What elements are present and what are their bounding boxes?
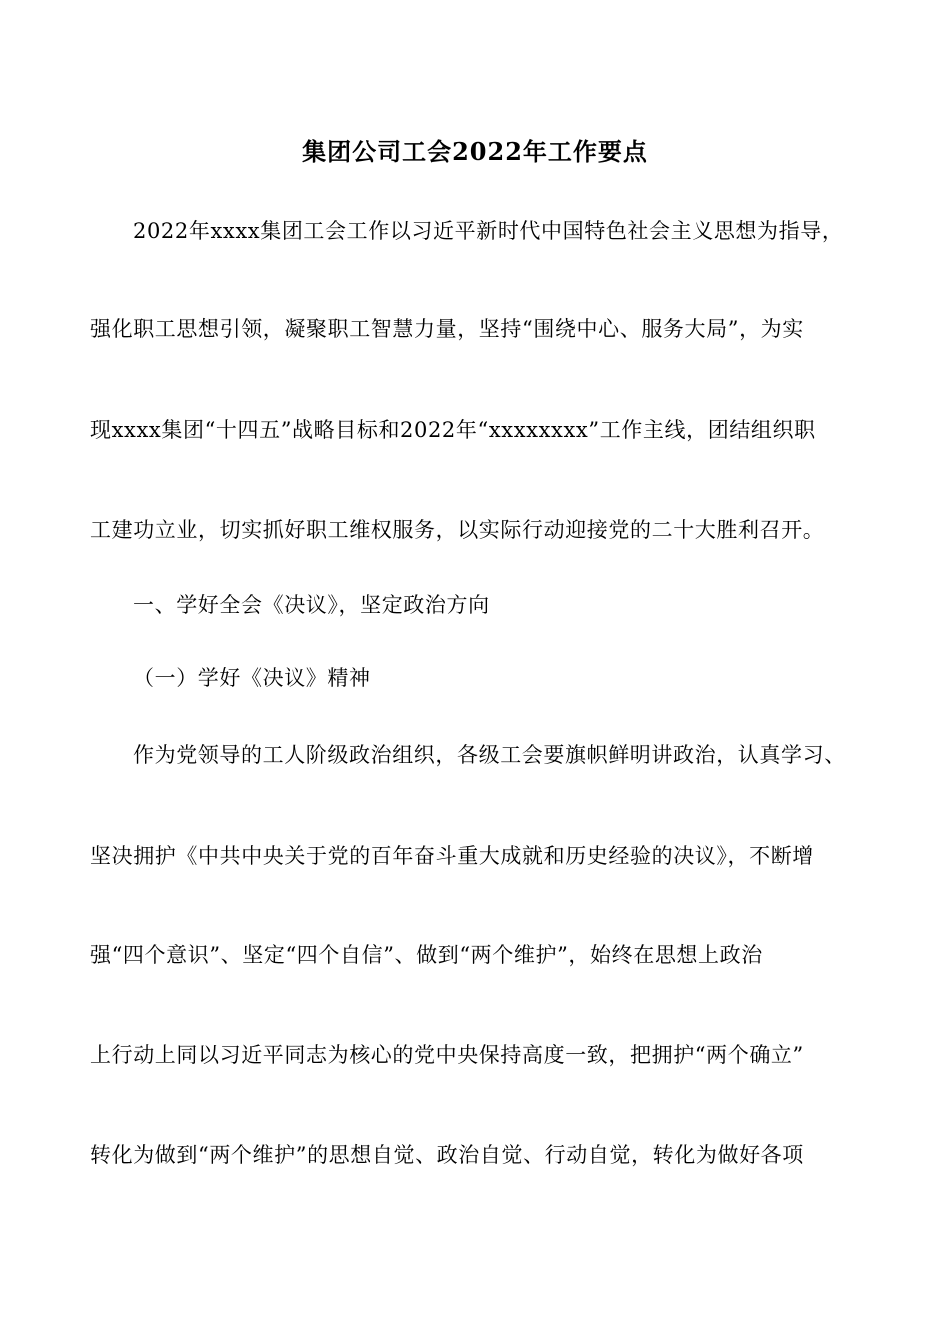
paragraph-1-line-3: 现xxxx集团“十四五”战略目标和2022年“xxxxxxxx”工作主线，团结组织职 [90,418,816,442]
paragraph-2-line-2: 坚决拥护《中共中央关于党的百年奋斗重大成就和历史经验的决议》，不断增 [90,844,814,868]
paragraph-1-line-4: 工建功立业，切实抓好职工维权服务，以实际行动迎接党的二十大胜利召开。 [90,518,825,542]
paragraph-2-line-3: 强“四个意识”、坚定“四个自信”、做到“两个维护”，始终在思想上政治 [90,943,763,967]
section-heading-1: 一、学好全会《决议》，坚定政治方向 [133,593,490,617]
paragraph-2-line-4: 上行动上同以习近平同志为核心的党中央保持高度一致，把拥护“两个确立” [90,1043,804,1067]
paragraph-1-line-2: 强化职工思想引领，凝聚职工智慧力量，坚持“围绕中心、服务大局”，为实 [90,317,804,341]
paragraph-1-line-1: 2022年xxxx集团工会工作以习近平新时代中国特色社会主义思想为指导， [133,219,844,243]
document-title: 集团公司工会2022年工作要点 [302,137,648,166]
paragraph-2-line-1: 作为党领导的工人阶级政治组织，各级工会要旗帜鲜明讲政治，认真学习、 [133,743,846,767]
subsection-heading-1: （一）学好《决议》精神 [133,666,371,690]
paragraph-2-line-5: 转化为做到“两个维护”的思想自觉、政治自觉、行动自觉，转化为做好各项 [90,1143,804,1167]
